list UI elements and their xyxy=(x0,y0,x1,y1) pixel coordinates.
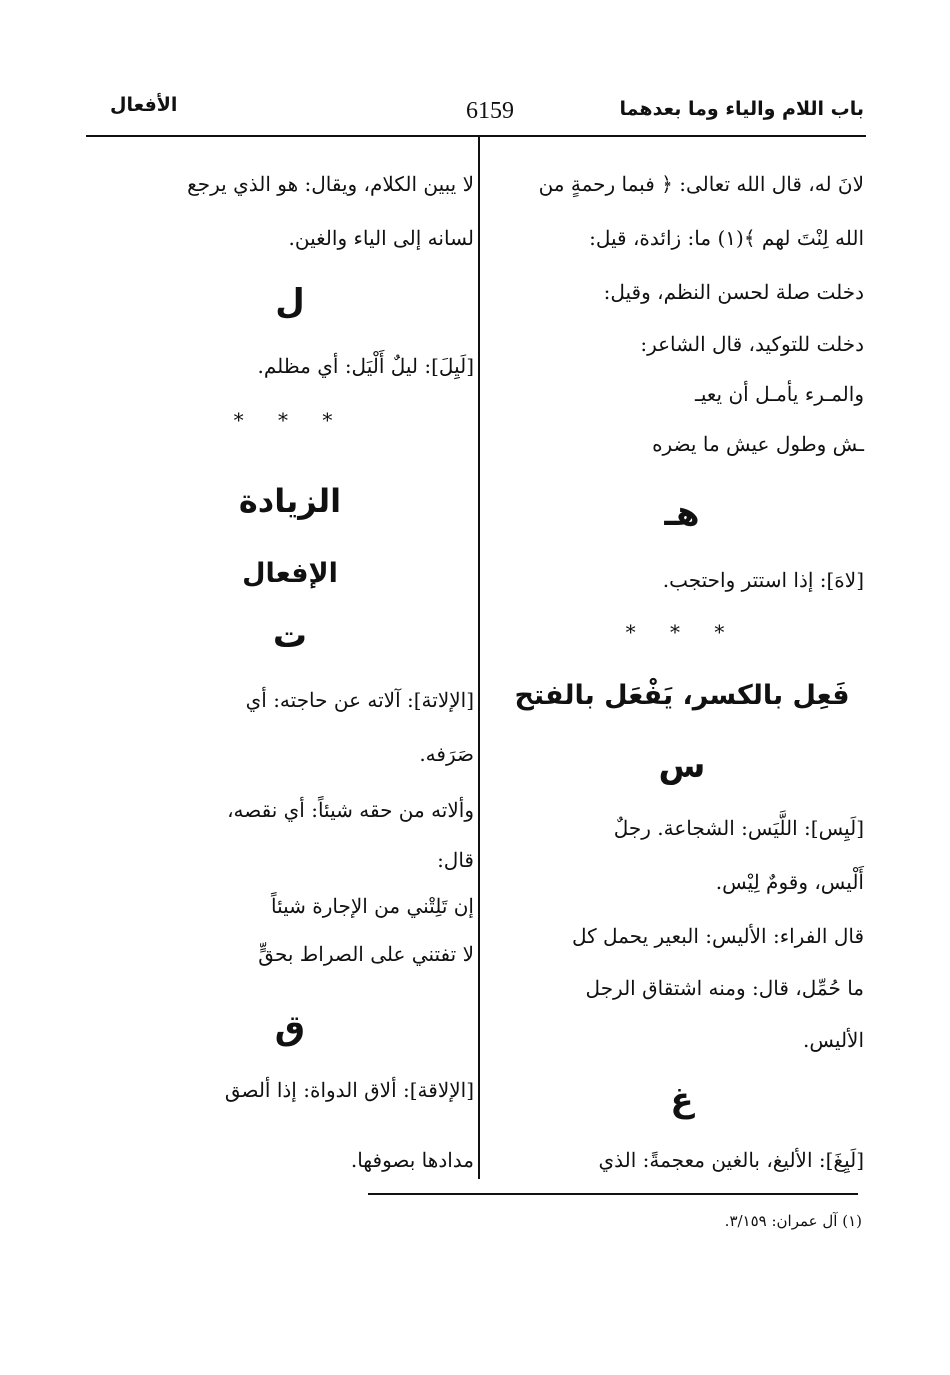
text-line: [الإلاقة]: ألاق الدواة: إذا ألصق xyxy=(224,1078,474,1102)
section-stars: * * * xyxy=(233,408,347,432)
column-divider xyxy=(478,137,480,1179)
header-rule xyxy=(86,135,866,137)
text-line: أَلْيس، وقومٌ لِيْس. xyxy=(715,870,864,894)
text-line: الأليس. xyxy=(803,1028,864,1052)
text-line: قال الفراء: الأليس: البعير يحمل كل xyxy=(571,924,864,948)
text-line: دخلت للتوكيد، قال الشاعر: xyxy=(640,332,864,356)
running-head-left: الأفعال xyxy=(110,94,178,116)
footnote: (١) آل عمران: ٣/١٥٩. xyxy=(724,1212,862,1230)
text-line: صَرَفه. xyxy=(419,742,474,766)
letter-heading-ta: ت xyxy=(272,616,308,656)
text-line: وألاته من حقه شيئاً: أي نقصه، xyxy=(227,798,474,822)
letter-heading-lam: ل xyxy=(275,282,305,322)
entry-ligh: [لَيِغَ]: الأليغ، بالغين معجمةً: الذي xyxy=(598,1148,864,1172)
entry-layl: [لَيِلَ]: ليلٌ أَلْيَل: أي مظلم. xyxy=(257,354,474,378)
text-line: دخلت صلة لحسن النظم، وقيل: xyxy=(603,280,864,304)
letter-heading-ghayn: غ xyxy=(670,1080,694,1120)
text-line: الله لِنْتَ لهم ﴾(١) ما: زائدة، قيل: xyxy=(589,226,864,250)
page-number: 6159 xyxy=(466,98,514,124)
text-line: لانَ له، قال الله تعالى: ﴿ فبما رحمةٍ من xyxy=(538,172,864,196)
footnote-rule xyxy=(368,1193,858,1195)
heading-ziyada: الزيادة xyxy=(238,482,342,520)
text-line: ما حُمِّل، قال: ومنه اشتقاق الرجل xyxy=(585,976,864,1000)
section-stars: * * * xyxy=(625,620,739,644)
letter-heading-ha: هـ xyxy=(664,494,700,534)
verse-line: ـش وطول عيش ما يضره xyxy=(652,432,864,456)
text-line: [لَيِس]: اللَّيَس: الشجاعة. رجلٌ xyxy=(613,816,864,840)
verse-line: لا تفتني على الصراط بحقٍّ xyxy=(258,942,474,966)
running-head-right: باب اللام والياء وما بعدهما xyxy=(619,98,864,120)
letter-heading-sin: س xyxy=(658,746,706,786)
entry-lah: [لاهَ]: إذا استتر واحتجب. xyxy=(662,568,864,592)
verse-line: إن تَلِتْني من الإجارة شيئاً xyxy=(270,894,474,918)
text-line: لا يبين الكلام، ويقال: هو الذي يرجع xyxy=(187,172,474,196)
letter-heading-qaf: ق xyxy=(274,1008,306,1048)
text-line: [الإلاتة]: آلاته عن حاجته: أي xyxy=(245,688,474,712)
section-heading: فَعِل بالكسر، يَفْعَل بالفتح xyxy=(514,680,850,711)
heading-afal: الإفعال xyxy=(242,558,338,589)
text-line: مدادها بصوفها. xyxy=(350,1148,474,1172)
text-line: لسانه إلى الياء والغين. xyxy=(288,226,474,250)
verse-line: والمـرء يأمـل أن يعيـ xyxy=(695,382,864,406)
text-line: قال: xyxy=(437,848,474,872)
